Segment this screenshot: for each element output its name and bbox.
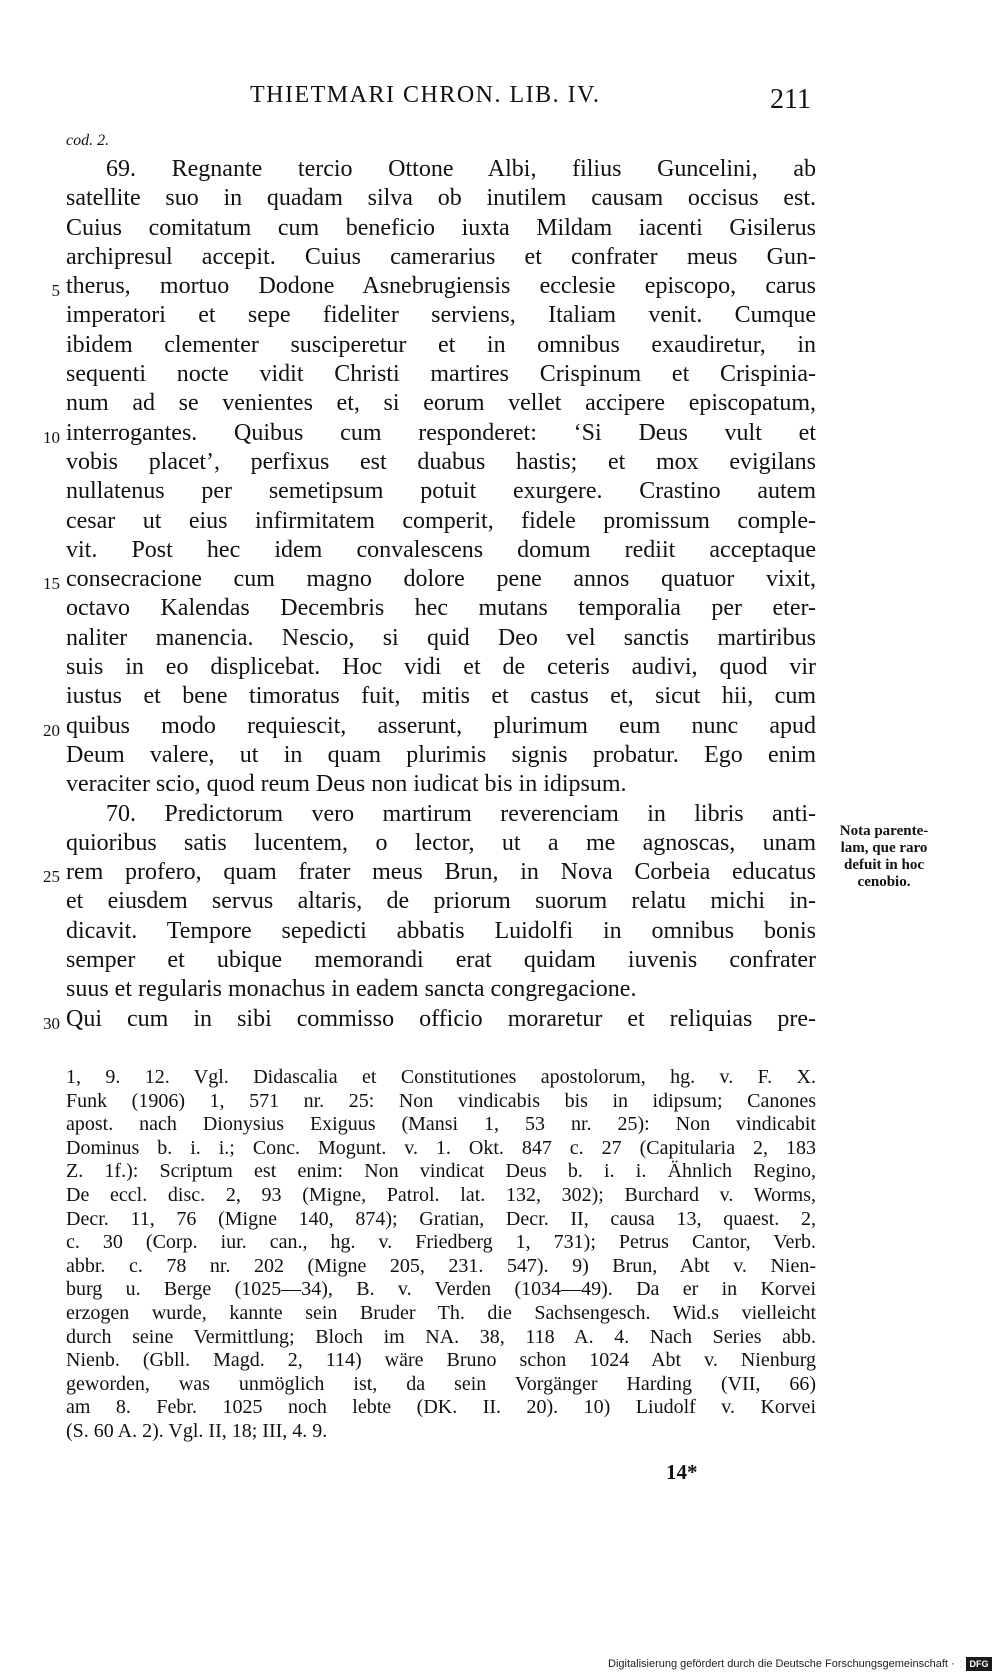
text-line: quioribus satis lucentem, o lector, ut a me agnoscas, unam [66,829,816,856]
text-line: vit. Post hec idem convalescens domum rediit acceptaque [66,536,816,563]
running-head [0,78,1000,118]
footnote-line: c. 30 (Corp. iur. can., hg. v. Friedberg 1, 731); Petrus Cantor, Verb. [66,1231,816,1254]
text-line: Qui cum in sibi commisso officio moraretur et reliquias pre- [66,1005,816,1032]
text-line: Deum valere, ut in quam plurimis signis probatur. Ego enim [66,741,816,768]
text-line: archipresul accepit. Cuius camerarius et confrater meus Gun- [66,243,816,270]
footnote-line: burg u. Berge (1025—34), B. v. Verden (1034—49). Da er in Korvei [66,1278,816,1301]
running-title: THIETMARI CHRON. LIB. IV. [250,82,601,108]
text-line: cesar ut eius infirmitatem comperit, fidele promissum comple- [66,507,816,534]
margin-note-line: Nota parente- [839,823,929,839]
footnotes-block [66,1066,816,1444]
footnote-line: Funk (1906) 1, 571 nr. 25: Non vindicabis bis in idipsum; Canones [66,1089,816,1112]
text-line: nullatenus per semetipsum potuit exurgere. Crastino autem [66,478,816,505]
codex-note: cod. 2. [66,132,110,149]
line-number: 10 [43,427,60,447]
text-line: Cuius comitatum cum beneficio iuxta Mildam iacenti Gisilerus [66,214,816,241]
footnote-line: Dominus b. i. i.; Conc. Mogunt. v. 1. Okt. 847 c. 27 (Capitularia 2, 183 [66,1136,816,1159]
line-number: 15 [43,574,60,594]
text-line: et eiusdem servus altaris, de priorum suorum relatu michi in- [66,888,816,915]
text-line: suis in eo displicebat. Hoc vidi et de ceteris audivi, quod vir [66,654,816,681]
signature-mark: 14* [666,1460,698,1484]
footnote-line: Decr. 11, 76 (Migne 140, 874); Gratian, Decr. II, causa 13, quaest. 2, [66,1207,816,1230]
footnote-line: abbr. c. 78 nr. 202 (Migne 205, 231. 547). 9) Brun, Abt v. Nien- [66,1254,816,1277]
text-line: satellite suo in quadam silva ob inutilem causam occisus est. [66,185,816,212]
text-line: interrogantes. Quibus cum responderet: ‘Si Deus vult et [66,419,816,446]
line-number: 20 [43,720,60,740]
footnote-line: De eccl. disc. 2, 93 (Migne, Patrol. lat. 132, 302); Burchard v. Worms, [66,1183,816,1206]
footnote-line: geworden, was unmöglich ist, da sein Vorgänger Harding (VII, 66) [66,1372,816,1395]
text-line: ibidem clementer susciperetur et in omnibus exaudiretur, in [66,331,816,358]
margin-note-line: cenobio. [857,874,911,890]
footnote-line: Z. 1f.): Scriptum est enim: Non vindicat Deus b. i. i. Ähnlich Regino, [66,1160,816,1183]
text-line: sequenti nocte vidit Christi martires Crispinum et Crispinia- [66,361,816,388]
text-line: 69. Regnante tercio Ottone Albi, filius Guncelini, ab [106,156,816,182]
text-line: suus et regularis monachus in eadem sancta congregacione. [66,976,637,1003]
dfg-logo: DFG [966,1657,992,1671]
footnote-line: 1, 9. 12. Vgl. Didascalia et Constitutiones apostolorum, hg. v. F. X. [66,1066,816,1088]
text-line: naliter manencia. Nescio, si quid Deo vel sanctis martiribus [66,624,816,651]
margin-note-line: lam, que raro [840,840,928,856]
margin-note [824,823,944,891]
text-line: semper et ubique memorandi erat quidam iuvenis confrater [66,947,816,974]
footnote-line: Nienb. (Gbll. Magd. 2, 114) wäre Bruno schon 1024 Abt v. Nienburg [66,1349,816,1372]
line-number: 30 [43,1013,60,1033]
page-number: 211 [770,84,811,115]
text-line: therus, mortuo Dodone Asnebrugiensis ecclesie episcopo, carus [66,273,816,300]
text-line: veraciter scio, quod reum Deus non iudicat bis in idipsum. [66,771,627,798]
footnote-line: durch seine Vermittlung; Bloch im NA. 38, 118 A. 4. Nach Series abb. [66,1325,816,1348]
text-line: num ad se venientes et, si eorum vellet accipere episcopatum, [66,390,816,417]
text-line: 70. Predictorum vero martirum reverenciam in libris anti- [106,800,816,827]
text-line: octavo Kalendas Decembris hec mutans temporalia per eter- [66,595,816,622]
line-number: 5 [51,281,60,301]
text-line: imperatori et sepe fideliter serviens, Italiam venit. Cumque [66,302,816,329]
footnote-line: erzogen wurde, kannte sein Bruder Th. die Sachsengesch. Wid.s vielleicht [66,1301,816,1324]
text-line: iustus et bene timoratus fuit, mitis et castus et, sicut hii, cum [66,683,816,710]
footnote-line: (S. 60 A. 2). Vgl. II, 18; III, 4. 9. [66,1419,328,1442]
digitization-credit: Digitalisierung gefördert durch die Deutsche Forschungsgemeinschaft · [608,1658,955,1670]
text-line: rem profero, quam frater meus Brun, in Nova Corbeia educatus [66,859,816,886]
footnote-line: am 8. Febr. 1025 noch lebte (DK. II. 20). 10) Liudolf v. Korvei [66,1396,816,1419]
margin-note-line: defuit in hoc [843,857,924,873]
text-line: quibus modo requiescit, asserunt, plurimum eum nunc apud [66,712,816,739]
footnote-line: apost. nach Dionysius Exiguus (Mansi 1, 53 nr. 25): Non vindicabit [66,1113,816,1136]
line-number: 25 [43,867,60,887]
text-line: consecracione cum magno dolore pene annos quatuor vixit, [66,566,816,593]
text-line: dicavit. Tempore sepedicti abbatis Luidolfi in omnibus bonis [66,917,816,944]
main-text-block [43,155,816,1034]
text-line: vobis placet’, perfixus est duabus hastis; et mox evigilans [66,448,816,475]
